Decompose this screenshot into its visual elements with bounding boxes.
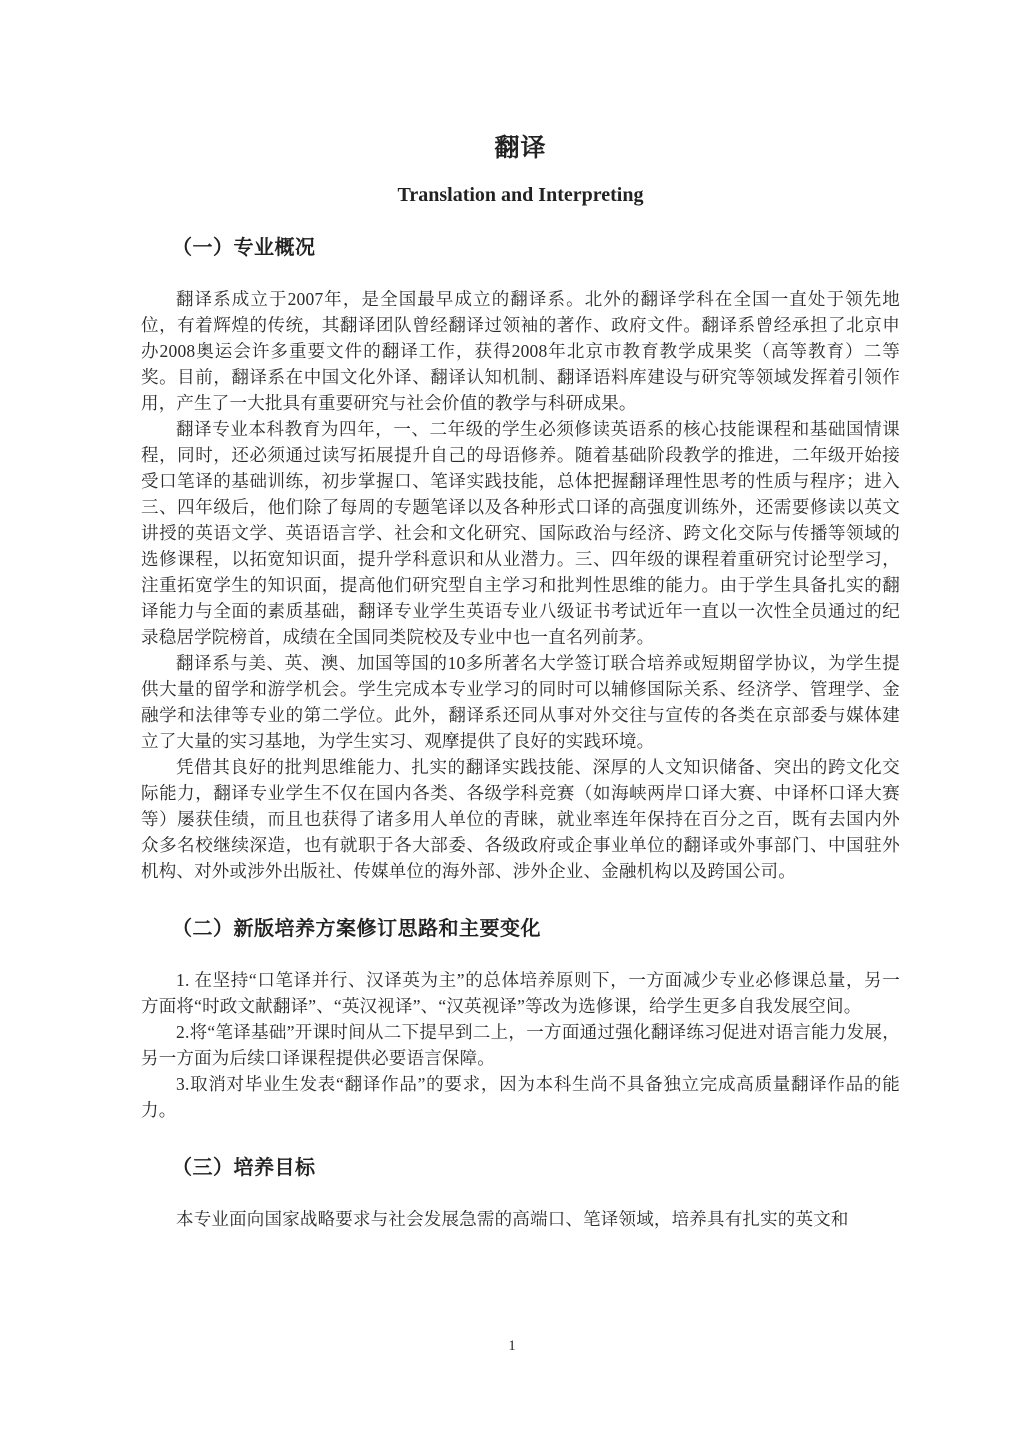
paragraph: 凭借其良好的批判思维能力、扎实的翻译实践技能、深厚的人文知识储备、突出的跨文化交际能力，翻译专业学生不仅在国内各类、各级学科竞赛（如海峡两岸口译大赛、中译杯口译大赛等）屡获佳绩，而且也获得了诸多用人单位的青睐，就业率连年保持在百分之百，既有去国内外众多名校继续深造，也有就职于各大部委、各级政府或企事业单位的翻译或外事部门、中国驻外机构、对外或涉外出版社、传媒单位的海外部、涉外企业、金融机构以及跨国公司。 xyxy=(141,757,900,881)
paragraph: 翻译系与美、英、澳、加国等国的10多所著名大学签订联合培养或短期留学协议，为学生提供大量的留学和游学机会。学生完成本专业学习的同时可以辅修国际关系、经济学、管理学、金融学和法律等专业的第二学位。此外，翻译系还同从事对外交往与宣传的各类在京部委与媒体建立了大量的实习基地，为学生实习、观摩提供了良好的实践环境。 xyxy=(141,653,900,751)
section-objectives xyxy=(141,1151,900,1232)
section-revision xyxy=(141,912,900,1123)
page-subtitle: Translation and Interpreting xyxy=(397,184,644,206)
section-objectives-heading: （三）培养目标 xyxy=(172,1157,316,1179)
section-revision-heading: （二）新版培养方案修订思路和主要变化 xyxy=(172,918,541,940)
paragraph: 翻译系成立于2007年，是全国最早成立的翻译系。北外的翻译学科在全国一直处于领先地位，有着辉煌的传统，其翻译团队曾经翻译过领袖的著作、政府文件。翻译系曾经承担了北京申办2008奥运会许多重要文件的翻译工作，获得2008年北京市教育教学成果奖（高等教育）二等奖。目前，翻译系在中国文化外译、翻译认知机制、翻译语料库建设与研究等领域发挥着引领作用，产生了一大批具有重要研究与社会价值的教学与科研成果。 xyxy=(141,289,900,413)
section-overview-heading: （一）专业概况 xyxy=(172,237,316,259)
page-title: 翻译 xyxy=(494,134,547,162)
list-item-paragraph: 3.取消对毕业生发表“翻译作品”的要求，因为本科生尚不具备独立完成高质量翻译作品的能力。 xyxy=(141,1074,900,1120)
paragraph: 本专业面向国家战略要求与社会发展急需的高端口、笔译领域，培养具有扎实的英文和 xyxy=(176,1209,849,1229)
list-item-paragraph: 2.将“笔译基础”开课时间从二下提早到二上，一方面通过强化翻译练习促进对语言能力发展，另一方面为后续口译课程提供必要语言保障。 xyxy=(141,1022,900,1068)
paragraph: 翻译专业本科教育为四年，一、二年级的学生必须修读英语系的核心技能课程和基础国情课程，同时，还必须通过读写拓展提升自己的母语修养。随着基础阶段教学的推进，二年级开始接受口笔译的基础训练，初步掌握口、笔译实践技能，总体把握翻译理性思考的性质与程序；进入三、四年级后，他们除了每周的专题笔译以及各种形式口译的高强度训练外，还需要修读以英文讲授的英语文学、英语语言学、社会和文化研究、国际政治与经济、跨文化交际与传播等领域的选修课程，以拓宽知识面，提升学科意识和从业潜力。三、四年级的课程着重研究讨论型学习，注重拓宽学生的知识面，提高他们研究型自主学习和批判性思维的能力。由于学生具备扎实的翻译能力与全面的素质基础，翻译专业学生英语专业八级证书考试近年一直以一次性全员通过的纪录稳居学院榜首，成绩在全国同类院校及专业中也一直名列前茅。 xyxy=(141,419,900,647)
page-number: 1 xyxy=(508,1338,516,1354)
section-overview xyxy=(141,231,900,884)
list-item-paragraph: 1. 在坚持“口笔译并行、汉译英为主”的总体培养原则下，一方面减少专业必修课总量，另一方面将“时政文献翻译”、“英汉视译”、“汉英视译”等改为选修课，给学生更多自我发展空间。 xyxy=(141,970,900,1016)
